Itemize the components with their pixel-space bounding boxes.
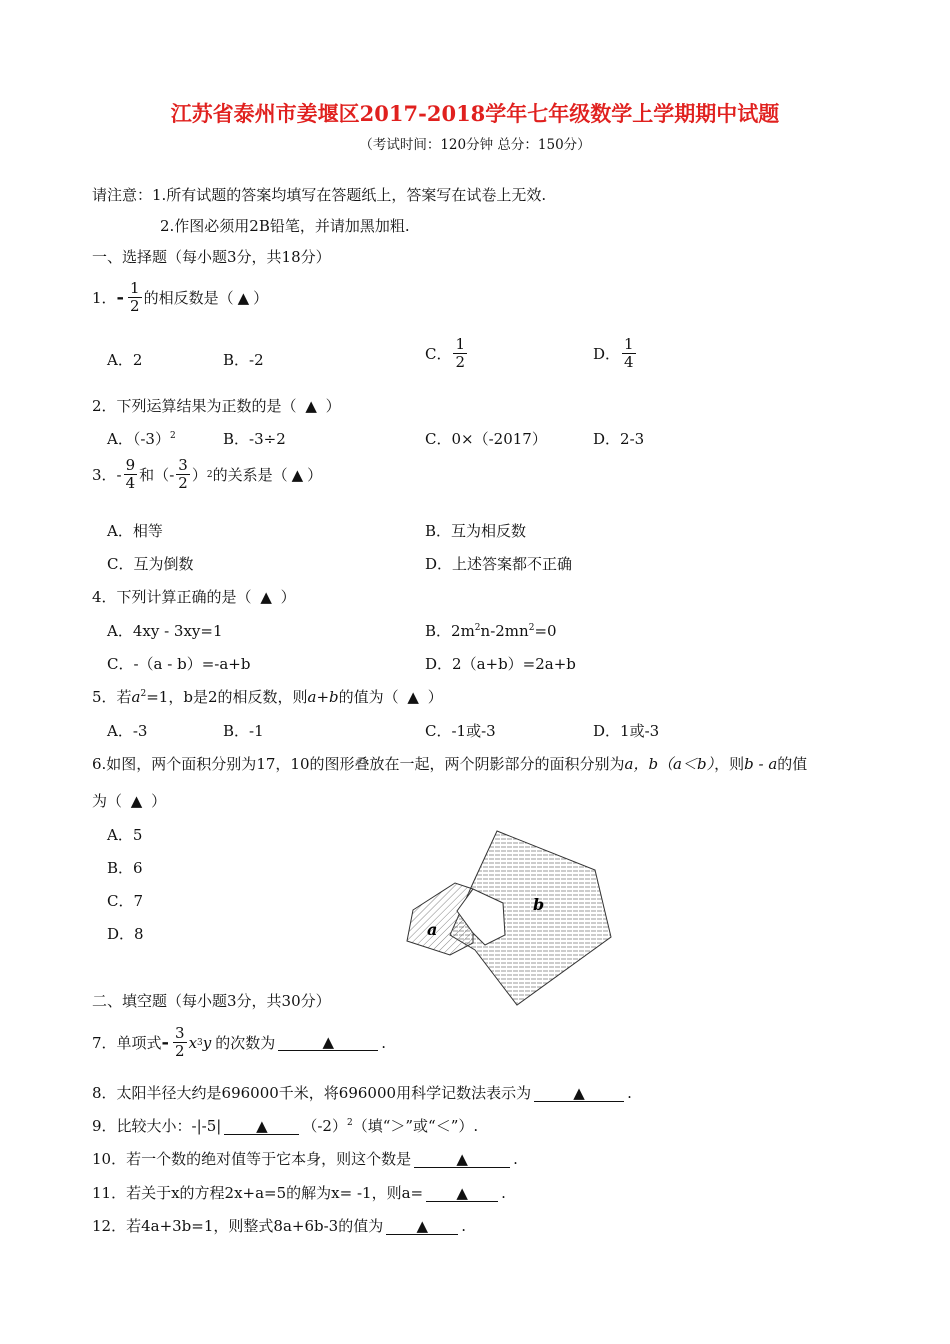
q2-option-b: B．-3÷2 — [223, 430, 286, 448]
q5-option-a: A．-3 — [107, 722, 148, 740]
q1-stem: 的相反数是（ — [143, 289, 234, 308]
answer-blank[interactable]: ▲ — [414, 1151, 510, 1168]
q1-option-d-label: D． — [593, 345, 621, 364]
q6-option-d: D．8 — [107, 925, 144, 943]
q4-option-a: A．4xy - 3xy=1 — [107, 622, 223, 640]
answer-marker: ▲ — [291, 465, 304, 484]
question-10: 10．若一个数的绝对值等于它本身，则这个数是 ▲ . — [92, 1150, 518, 1168]
overlapping-polygons-figure — [395, 825, 620, 1010]
q3-minus-1: - — [116, 465, 122, 484]
q7-minus: - — [161, 1032, 170, 1054]
question-5: 5．若$a^2=1$，b是2的相反数，则a+b的值为（ ▲ ） — [92, 688, 443, 706]
q1-option-c-fraction: $\frac{1}{2}$ — [455, 335, 466, 372]
answer-marker: ▲ — [305, 397, 317, 415]
q3-option-b: B．互为相反数 — [425, 522, 527, 540]
q3-minus-2: - — [169, 465, 175, 484]
q2-option-a: A．$(-3)^2$ — [107, 430, 176, 448]
figure-label-b: b — [533, 895, 545, 914]
notice-line-2: 2.作图必须用2B铅笔，并请加黑加粗. — [160, 217, 410, 235]
q4-option-b: B．$2m^2n-2mn^2=0$ — [425, 622, 557, 640]
q4-close: ） — [280, 588, 296, 606]
q2-option-d: D．2-3 — [593, 430, 645, 448]
q1-option-b: B．-2 — [223, 351, 264, 369]
q5-option-d: D．1或-3 — [593, 722, 660, 740]
q3-exponent: 2 — [206, 469, 213, 480]
figure-label-a: a — [427, 920, 438, 939]
section-1-title: 一、选择题（每小题3分，共18分） — [92, 248, 331, 266]
answer-marker: ▲ — [407, 688, 419, 706]
notice-line-1: 请注意：1.所有试题的答案均填写在答题纸上，答案写在试卷上无效. — [92, 186, 547, 204]
q1-option-d — [593, 336, 638, 372]
answer-blank[interactable]: ▲ — [426, 1185, 498, 1202]
q3-and: 和（ — [139, 466, 170, 485]
question-9: 9．比较大小：-|-5| ▲ $(-2)^2$（填“＞”或“＜”）. — [92, 1117, 479, 1135]
q3-option-d: D．上述答案都不正确 — [425, 555, 573, 573]
answer-marker: ▲ — [260, 588, 272, 606]
q3-option-a: A．相等 — [107, 522, 163, 540]
question-1 — [92, 280, 268, 316]
answer-marker: ▲ — [237, 288, 250, 307]
q1-minus: - — [116, 287, 125, 309]
q1-option-a: A．2 — [107, 351, 143, 369]
answer-marker: ▲ — [130, 792, 143, 810]
question-4 — [92, 586, 296, 607]
question-7: 7．单项式 - $\frac{3}{2}$ x 3 y 的次数为 ▲ . — [92, 1024, 387, 1061]
q1-number: 1． — [92, 289, 117, 308]
q3-stem: 的关系是（ — [212, 466, 288, 485]
answer-blank[interactable]: ▲ — [386, 1218, 458, 1235]
q6-option-b: B．6 — [107, 859, 143, 877]
question-2 — [92, 395, 341, 416]
q3-close: ） — [307, 466, 323, 485]
q2-stem: 2．下列运算结果为正数的是（ — [92, 397, 297, 415]
q4-option-d: D．2（a+b）=2a+b — [425, 655, 576, 673]
q1-option-c-label: C． — [425, 345, 452, 364]
q5-option-b: B．-1 — [223, 722, 264, 740]
q3-paren: ） — [191, 466, 207, 485]
q7-fraction: $\frac{3}{2}$ — [175, 1024, 185, 1061]
section-2-title: 二、填空题（每小题3分，共30分） — [92, 992, 331, 1010]
question-6-line-2: 为（ ▲ ） — [92, 792, 167, 810]
q4-stem: 4．下列计算正确的是（ — [92, 588, 252, 606]
q5-option-c: C．-1或-3 — [425, 722, 496, 740]
exam-info: （考试时间：120分钟 总分：150分） — [359, 137, 591, 153]
answer-blank[interactable]: ▲ — [278, 1034, 378, 1051]
question-11: 11．若关于x的方程2x+a=5的解为x= -1，则a= ▲ . — [92, 1184, 506, 1202]
q3-option-c: C．互为倒数 — [107, 555, 194, 573]
q4-option-c: C．-（a - b）=-a+b — [107, 655, 251, 673]
q1-option-c — [425, 336, 469, 372]
answer-blank[interactable]: ▲ — [534, 1085, 624, 1102]
question-3 — [92, 457, 322, 493]
page-title: 江苏省泰州市姜堰区2017-2018学年七年级数学上学期期中试题 — [170, 101, 780, 126]
q1-option-d-fraction: $\frac{1}{4}$ — [624, 335, 634, 372]
q6-option-c: C．7 — [107, 892, 144, 910]
q6-option-a: A．5 — [107, 826, 143, 844]
question-6-line-1: 6.如图，两个面积分别为17，10的图形叠放在一起，两个阴影部分的面积分别为a，b（a＜b），则b - a的值 — [92, 755, 808, 773]
q2-close: ） — [325, 397, 341, 415]
answer-blank[interactable]: ▲ — [224, 1118, 299, 1135]
q2-option-c: C．0×（-2017） — [425, 430, 547, 448]
q3-fraction-1: $\frac{9}{4}$ — [125, 456, 136, 493]
q3-number: 3． — [92, 466, 117, 485]
question-8: 8．太阳半径大约是696000千米，将696000用科学记数法表示为 ▲ . — [92, 1084, 632, 1102]
q1-close: ） — [253, 289, 269, 308]
q1-fraction: $\frac{1}{2}$ — [130, 279, 140, 316]
question-12: 12．若4a+3b=1，则整式8a+6b-3的值为 ▲ . — [92, 1217, 466, 1235]
q3-fraction-2: $\frac{3}{2}$ — [178, 456, 188, 493]
